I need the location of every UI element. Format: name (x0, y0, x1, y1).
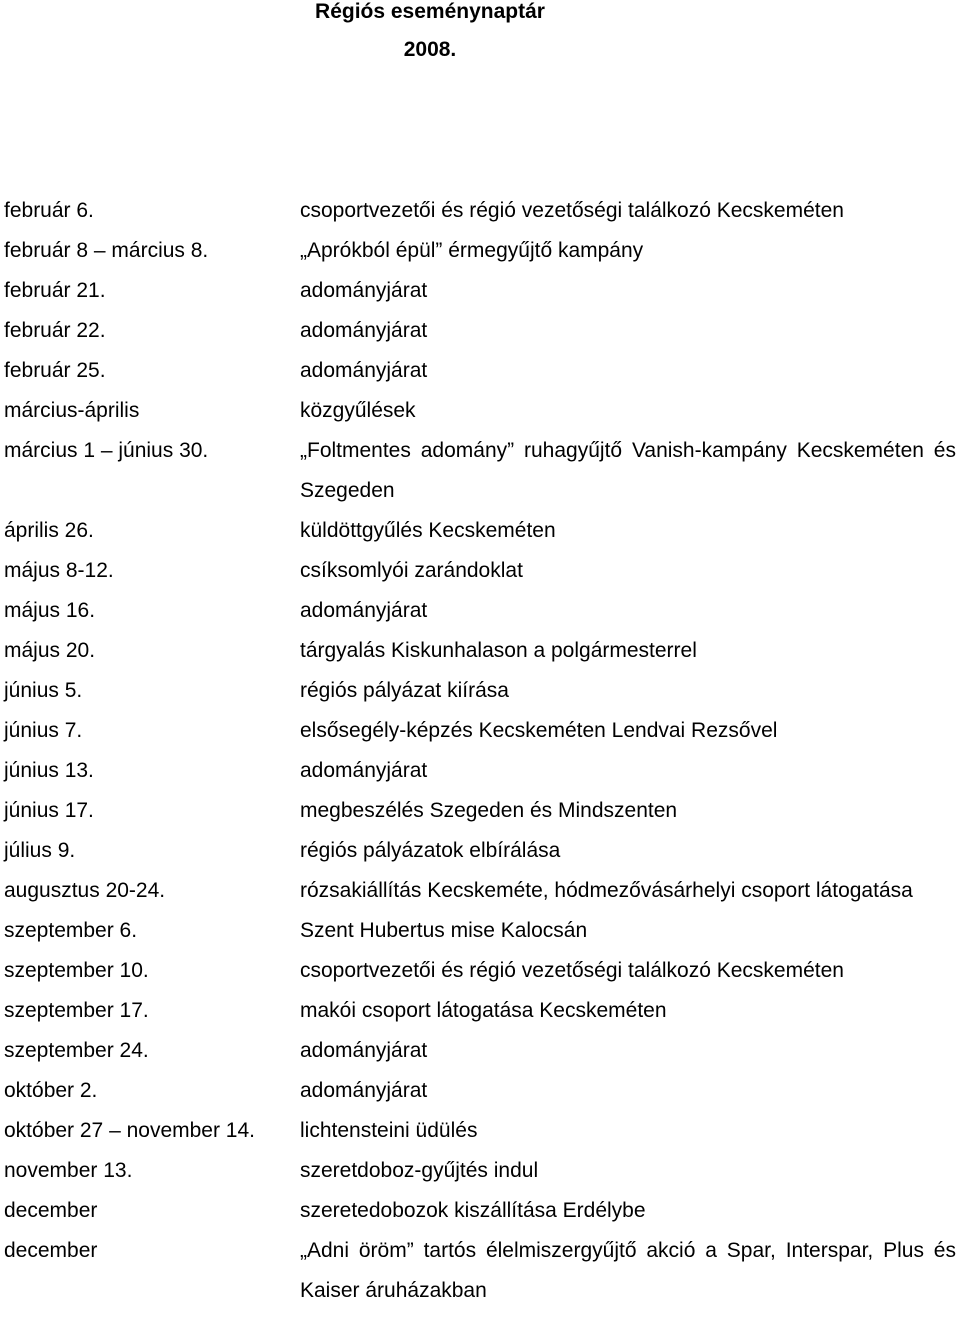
event-description: adományjárat (300, 319, 428, 342)
event-date: február 6. (4, 199, 94, 222)
event-description: csoportvezetői és régió vezetőségi találkozó Kecskeméten (300, 959, 844, 982)
event-date: február 22. (4, 319, 106, 342)
event-description: csíksomlyói zarándoklat (300, 559, 523, 582)
event-row (4, 671, 960, 711)
event-row (4, 1191, 960, 1231)
event-row (4, 751, 960, 791)
page-year: 2008. (403, 38, 457, 61)
event-date: június 13. (4, 759, 94, 782)
event-date: augusztus 20-24. (4, 879, 166, 902)
event-row (4, 911, 960, 951)
event-row (4, 951, 960, 991)
event-description: adományjárat (300, 279, 428, 302)
event-row (4, 1071, 960, 1111)
event-row (4, 711, 960, 751)
event-row (4, 551, 960, 591)
event-list (4, 191, 960, 1311)
event-row (4, 431, 960, 511)
event-row (4, 991, 960, 1031)
event-date: november 13. (4, 1159, 133, 1182)
page-title: Régiós eseménynaptár (315, 0, 545, 23)
event-description: adományjárat (300, 1079, 428, 1102)
event-row (4, 591, 960, 631)
event-row (4, 271, 960, 311)
event-description: megbeszélés Szegeden és Mindszenten (300, 799, 678, 822)
event-date: február 8 – március 8. (4, 239, 209, 262)
event-date: június 17. (4, 799, 94, 822)
event-date: március-április (4, 399, 140, 422)
event-date: július 9. (4, 839, 76, 862)
event-description: tárgyalás Kiskunhalason a polgármesterrel (300, 639, 697, 662)
event-date: október 2. (4, 1079, 98, 1102)
event-row (4, 831, 960, 871)
event-description: szeretdoboz-gyűjtés indul (300, 1159, 539, 1182)
event-date: május 20. (4, 639, 96, 662)
event-description: „Adni öröm” tartós élelmiszergyűjtő akció a Spar, Interspar, Plus és Kaiser áruházakban (300, 1239, 956, 1302)
event-description: régiós pályázat kiírása (300, 679, 509, 702)
event-date: április 26. (4, 519, 94, 542)
event-description: „Aprókból épül” érmegyűjtő kampány (300, 239, 644, 262)
event-date: szeptember 10. (4, 959, 149, 982)
event-date: december (4, 1199, 98, 1222)
event-row (4, 391, 960, 431)
event-date: március 1 – június 30. (4, 439, 209, 462)
event-date: február 21. (4, 279, 106, 302)
event-description: lichtensteini üdülés (300, 1119, 478, 1142)
event-date: december (4, 1239, 98, 1262)
event-row (4, 1111, 960, 1151)
event-description: régiós pályázatok elbírálása (300, 839, 561, 862)
event-description: csoportvezetői és régió vezetőségi találkozó Kecskeméten (300, 199, 844, 222)
event-description: makói csoport látogatása Kecskeméten (300, 999, 667, 1022)
event-date: február 25. (4, 359, 106, 382)
event-row (4, 311, 960, 351)
event-date: május 16. (4, 599, 96, 622)
event-date: június 5. (4, 679, 83, 702)
event-description: „Foltmentes adomány” ruhagyűjtő Vanish-kampány Kecskeméten és Szegeden (300, 439, 956, 502)
event-row (4, 1151, 960, 1191)
event-date: október 27 – november 14. (4, 1119, 255, 1142)
event-date: szeptember 24. (4, 1039, 149, 1062)
event-date: május 8-12. (4, 559, 114, 582)
event-date: szeptember 17. (4, 999, 149, 1022)
event-description: rózsakiállítás Kecskeméte, hódmezővásárhelyi csoport látogatása (300, 879, 913, 902)
event-description: Szent Hubertus mise Kalocsán (300, 919, 588, 942)
event-row (4, 631, 960, 671)
event-date: szeptember 6. (4, 919, 138, 942)
event-description: adományjárat (300, 1039, 428, 1062)
event-row (4, 231, 960, 271)
event-row (4, 351, 960, 391)
event-description: közgyűlések (300, 399, 416, 422)
event-row (4, 871, 960, 911)
event-description: adományjárat (300, 599, 428, 622)
event-row (4, 511, 960, 551)
event-description: adományjárat (300, 759, 428, 782)
event-description: elsősegély-képzés Kecskeméten Lendvai Rezsővel (300, 719, 778, 742)
event-description: szeretedobozok kiszállítása Erdélybe (300, 1199, 646, 1222)
event-date: június 7. (4, 719, 83, 742)
event-row (4, 1231, 960, 1311)
event-description: adományjárat (300, 359, 428, 382)
event-row (4, 191, 960, 231)
event-description: küldöttgyűlés Kecskeméten (300, 519, 556, 542)
event-row (4, 791, 960, 831)
event-row (4, 1031, 960, 1071)
